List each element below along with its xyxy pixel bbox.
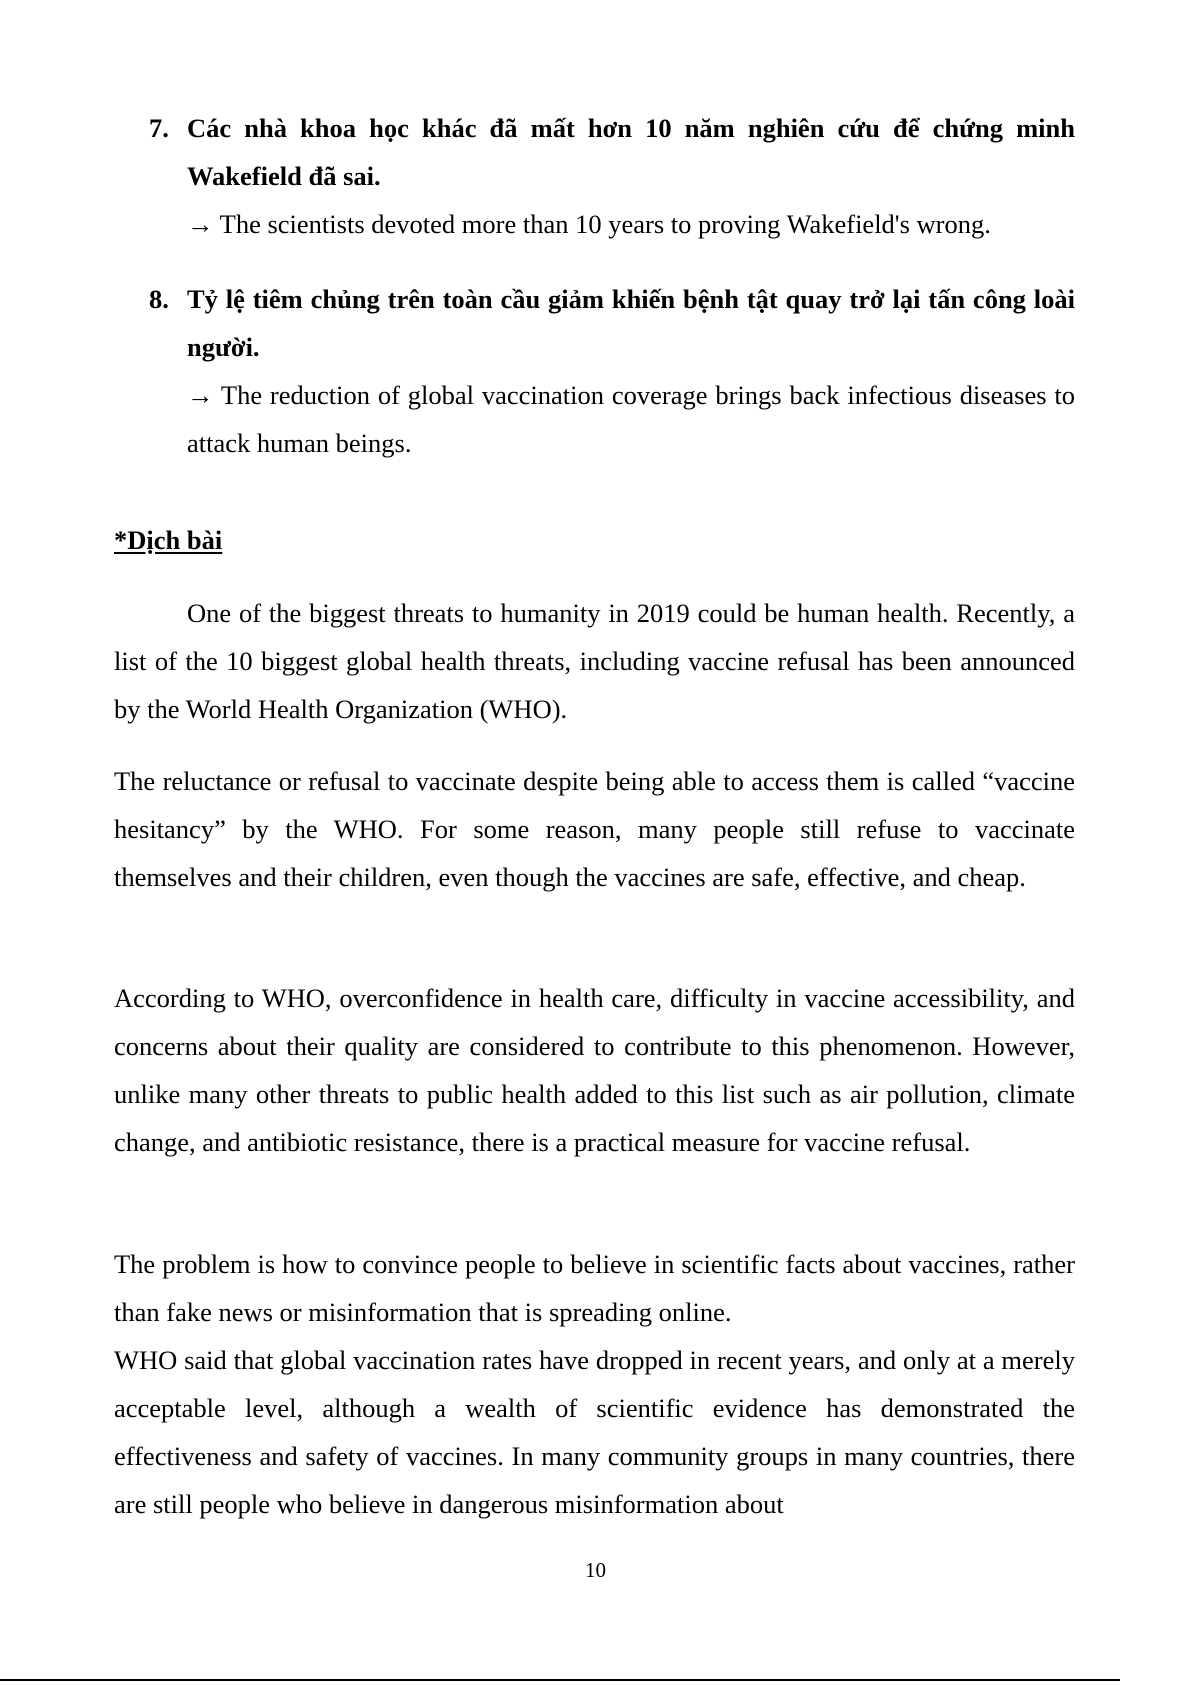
item-english-translation: → The scientists devoted more than 10 years to proving Wakefield's wrong. bbox=[187, 209, 991, 239]
item-vietnamese-sentence: Tỷ lệ tiêm chủng trên toàn cầu giảm khiến bệnh tật quay trở lại tấn công loài người. bbox=[187, 284, 1075, 362]
paragraph-text: The problem is how to convince people to believe in scientific facts about vaccines, rather than fake news or misinformation that is spreading online. bbox=[114, 1249, 1075, 1327]
paragraph-text: According to WHO, overconfidence in health care, difficulty in vaccine accessibility, and concerns about their quality are considered to contribute to this phenomenon. However, unlike many other threats to public health added to this list such as air pollution, climate change, and antibiotic resistance, there is a practical measure for vaccine refusal. bbox=[114, 983, 1075, 1157]
numbered-item-8 bbox=[114, 275, 1075, 467]
paragraph-text: The reluctance or refusal to vaccinate despite being able to access them is called “vaccine hesitancy” by the WHO. For some reason, many people still refuse to vaccinate themselves and their children, even though the vaccines are safe, effective, and cheap. bbox=[114, 766, 1075, 892]
paragraph-1 bbox=[114, 589, 1075, 733]
paragraph-text: WHO said that global vaccination rates have dropped in recent years, and only at a merely acceptable level, although a wealth of scientific evidence has demonstrated the effectiveness and safety of vaccines. In many community groups in many countries, there are still people who believe in dangerous misinformation about bbox=[114, 1345, 1075, 1519]
page-number: 10 bbox=[585, 1558, 606, 1582]
section-heading: *Dịch bài bbox=[114, 525, 223, 555]
item-vietnamese-sentence: Các nhà khoa học khác đã mất hơn 10 năm nghiên cứu để chứng minh Wakefield đã sai. bbox=[187, 113, 1075, 191]
item-number: 8. bbox=[149, 284, 169, 314]
item-english-translation: → The reduction of global vaccination coverage brings back infectious diseases to attack human beings. bbox=[187, 380, 1075, 458]
numbered-item-7 bbox=[114, 104, 1075, 248]
paragraph-3 bbox=[114, 974, 1075, 1166]
paragraph-text: One of the biggest threats to humanity in 2019 could be human health. Recently, a list of the 10 biggest global health threats, including vaccine refusal has been announced by the World Health Organization (WHO). bbox=[114, 598, 1075, 724]
paragraph-4 bbox=[114, 1240, 1075, 1528]
bottom-divider bbox=[0, 1679, 1120, 1681]
paragraph-2 bbox=[114, 757, 1075, 901]
item-number: 7. bbox=[149, 113, 169, 143]
